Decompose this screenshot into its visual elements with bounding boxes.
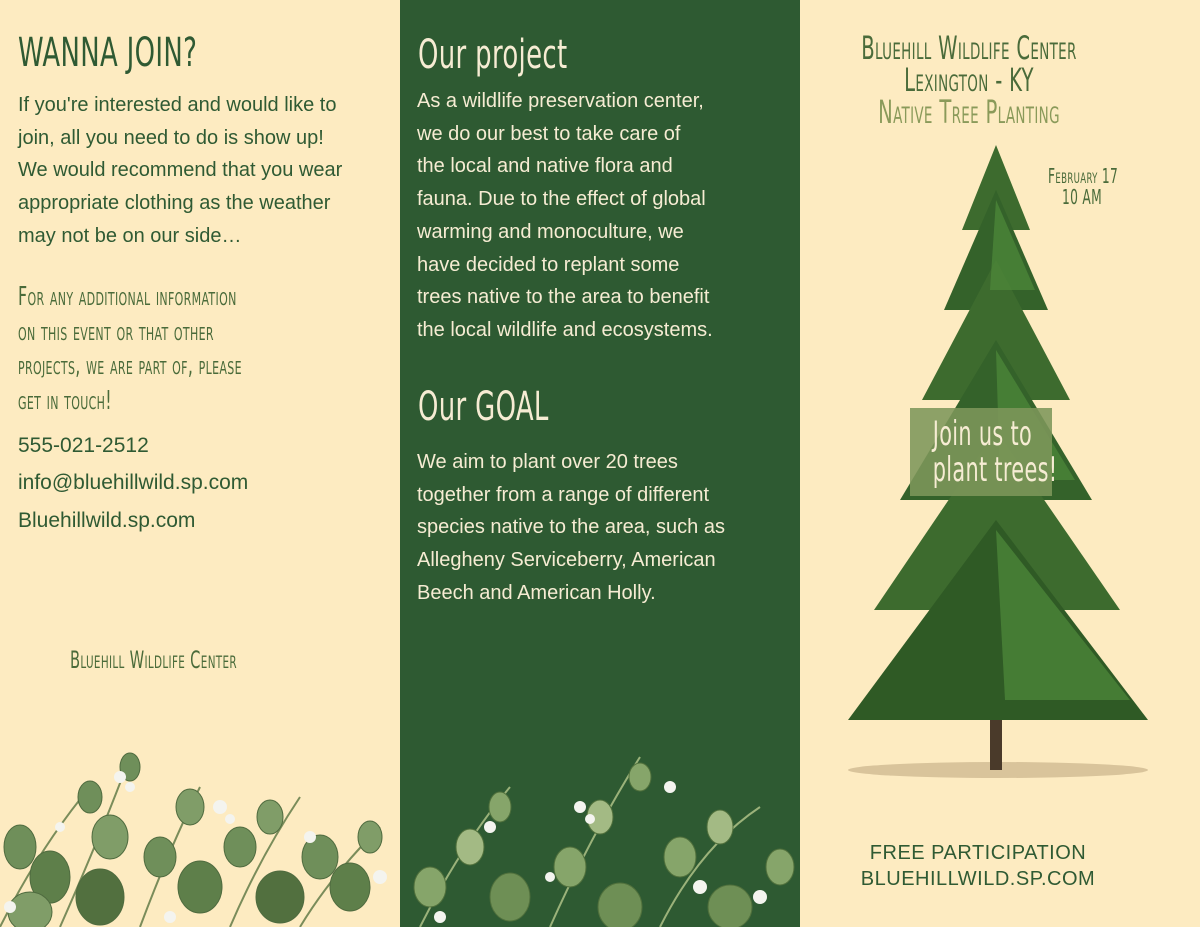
website-link[interactable]: Bluehillwild.sp.com: [18, 509, 196, 532]
right-panel: [800, 0, 1200, 927]
middle-panel: [400, 0, 800, 927]
project-line: have decided to replant some: [417, 253, 680, 276]
free-participation: FREE PARTICIPATION: [869, 842, 1087, 864]
title-block: [800, 29, 1138, 131]
project-text: [417, 85, 713, 347]
intro-line: If you're interested and would like to: [18, 94, 337, 116]
email-link[interactable]: info@bluehillwild.sp.com: [18, 471, 249, 494]
intro-line: join, all you need to do is show up!: [18, 126, 324, 149]
footer-website[interactable]: BLUEHILLWILD.SP.COM: [860, 868, 1096, 890]
info-line: For any additional information: [18, 282, 237, 312]
intro-line: appropriate clothing as the weather: [18, 192, 331, 215]
goal-line: together from a range of different: [417, 483, 710, 506]
event-title: Native Tree Planting: [878, 93, 1060, 131]
project-line: the local and native flora and: [417, 155, 673, 178]
project-heading: Our project: [418, 32, 568, 78]
project-line: fauna. Due to the effect of global: [417, 188, 706, 211]
intro-line: may not be on our side…: [18, 224, 242, 247]
join-intro-text: [18, 89, 342, 253]
eucalyptus-illustration-middle: [400, 747, 800, 927]
event-time: 10 AM: [1061, 185, 1103, 209]
org-name: Bluehill Wildlife Center: [861, 29, 1077, 67]
goal-text: [417, 446, 725, 610]
goal-line: species native to the area, such as: [417, 516, 725, 539]
additional-info-text: [18, 280, 242, 418]
left-panel: [0, 0, 400, 927]
goal-line: We aim to plant over 20 trees: [417, 451, 678, 473]
info-line: projects, we are part of, please: [18, 351, 242, 381]
eucalyptus-illustration-left: [0, 727, 400, 927]
left-footer-org: Bluehill Wildlife Center: [70, 646, 237, 674]
project-line: the local wildlife and ecosystems.: [417, 318, 713, 341]
event-date: February 17: [1048, 164, 1119, 188]
goal-heading: Our GOAL: [418, 384, 549, 430]
intro-line: We would recommend that you wear: [18, 159, 343, 182]
join-line-1: Join us to: [932, 414, 1033, 454]
info-line: on this event or that other: [18, 316, 214, 347]
join-us-banner: [910, 408, 1058, 496]
phone-number[interactable]: 555-021-2512: [18, 434, 149, 457]
project-line: As a wildlife preservation center,: [417, 90, 704, 112]
location: Lexington - KY: [904, 61, 1034, 99]
info-line: get in touch!: [18, 385, 113, 416]
wanna-join-heading: WANNA JOIN?: [18, 30, 198, 76]
goal-line: Allegheny Serviceberry, American: [417, 549, 716, 572]
project-line: we do our best to take care of: [417, 122, 681, 145]
goal-line: Beech and American Holly.: [417, 581, 656, 604]
join-line-2: plant trees!: [932, 450, 1058, 490]
project-line: warming and monoculture, we: [417, 220, 684, 243]
join-us-text: [932, 414, 1058, 490]
project-line: trees native to the area to benefit: [417, 286, 710, 309]
